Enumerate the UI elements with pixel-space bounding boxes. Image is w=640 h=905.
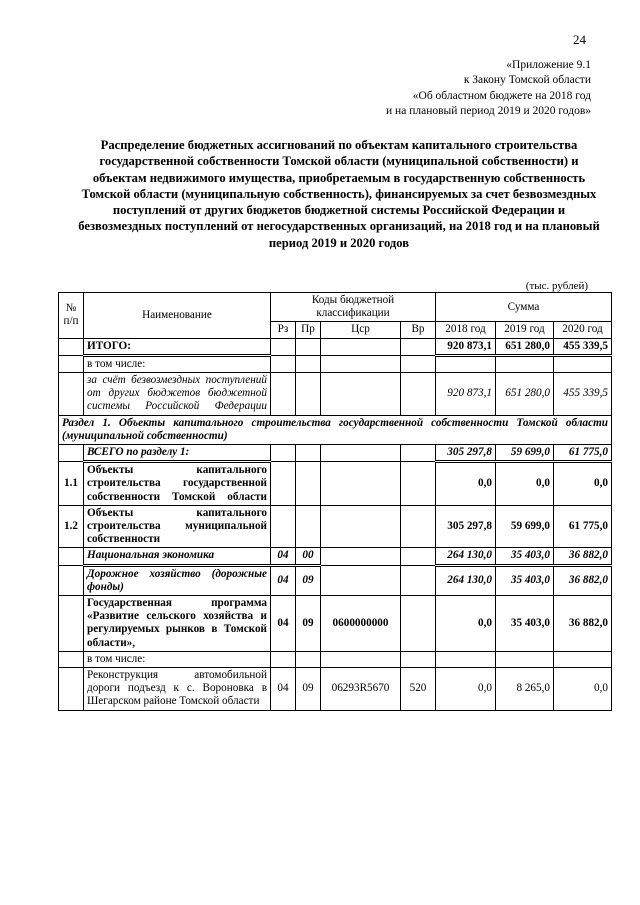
section-total-2019: 59 699,0 (496, 445, 554, 462)
econ-pr: 00 (296, 548, 321, 565)
row-1-2-2018: 305 297,8 (436, 505, 496, 548)
road-object-name: Реконструкция автомобильной дороги подъезд к с. Вороновка в Шегарском районе Томской области (84, 668, 271, 711)
program-2020: 36 882,0 (554, 596, 612, 652)
appendix-line-2: к Закону Томской области (463, 74, 591, 87)
row-section-total (59, 445, 612, 462)
section-1-title: Раздел 1. Объекты капитального строительства государственной собственности Томской области (муниципальной собственности) (59, 415, 612, 444)
econ-2019: 35 403,0 (496, 548, 554, 565)
appendix-note (386, 58, 591, 119)
row-total (59, 338, 612, 355)
header-sum: Сумма (436, 293, 612, 322)
row-1-2-name: Объекты капитального строительства муниципальной собственности (84, 505, 271, 548)
econ-2020: 36 882,0 (554, 548, 612, 565)
program-2019: 35 403,0 (496, 596, 554, 652)
header-num: № п/п (59, 293, 84, 339)
roads-name: Дорожное хозяйство (дорожные фонды) (84, 565, 271, 595)
road-object-2020: 0,0 (554, 668, 612, 711)
row-1-2-2019: 59 699,0 (496, 505, 554, 548)
roads-pr: 09 (296, 565, 321, 595)
grants-2018: 920 873,1 (436, 373, 496, 416)
program-csr: 0600000000 (321, 596, 401, 652)
total-name: ИТОГО: (84, 338, 271, 355)
section-total-2020: 61 775,0 (554, 445, 612, 462)
document-title: Распределение бюджетных ассигнований по объектам капитального строительства государственной собственности Томской области (муниципальной собственности) и объектам недвижимого имущества, приобретаемым в государственную собственность Томской области (муниципальную собственность), финансируемых за счет безвозмездных поступлений от других бюджетов бюджетной системы Российской Федерации и безвозмездных поступлений от негосударственных организаций, на 2018 год и на плановый период 2019 и 2020 годов (78, 138, 600, 250)
row-including-2 (59, 651, 612, 667)
page-number: 24 (573, 32, 586, 47)
header-row-1 (59, 293, 612, 322)
budget-table (58, 292, 612, 711)
appendix-line-3: «Об областном бюджете на 2018 год (412, 89, 591, 102)
row-1-2 (59, 505, 612, 548)
header-name: Наименование (84, 293, 271, 339)
econ-rz: 04 (271, 548, 296, 565)
row-road-fund (59, 565, 612, 595)
appendix-line-1: «Приложение 9.1 (506, 59, 591, 71)
road-object-vr: 520 (401, 668, 436, 711)
road-object-rz: 04 (271, 668, 296, 711)
econ-name: Национальная экономика (84, 548, 271, 565)
row-program (59, 596, 612, 652)
header-codes: Коды бюджетной классификации (271, 293, 436, 322)
including-label-1: в том числе: (84, 355, 271, 372)
section-total-2018: 305 297,8 (436, 445, 496, 462)
row-1-2-2020: 61 775,0 (554, 505, 612, 548)
row-1-2-num: 1.2 (59, 505, 84, 548)
including-label-2: в том числе: (84, 651, 271, 667)
roads-rz: 04 (271, 565, 296, 595)
roads-2018: 264 130,0 (436, 565, 496, 595)
road-object-csr: 06293R5670 (321, 668, 401, 711)
roads-2019: 35 403,0 (496, 565, 554, 595)
header-pr: Пр (296, 322, 321, 338)
row-1-1 (59, 462, 612, 506)
road-object-pr: 09 (296, 668, 321, 711)
row-national-economy (59, 548, 612, 565)
row-1-1-2018: 0,0 (436, 462, 496, 506)
total-2019: 651 280,0 (496, 338, 554, 355)
units-label: (тыс. рублей) (525, 280, 588, 292)
program-name: Государственная программа «Развитие сельского хозяйства и регулируемых рынков в Томской области», (84, 596, 271, 652)
row-road-object (59, 668, 612, 711)
econ-2018: 264 130,0 (436, 548, 496, 565)
grants-2019: 651 280,0 (496, 373, 554, 416)
row-including-1 (59, 355, 612, 372)
header-2018: 2018 год (436, 322, 496, 338)
row-1-1-name: Объекты капитального строительства государственной собственности Томской области (84, 462, 271, 506)
total-2020: 455 339,5 (554, 338, 612, 355)
roads-2020: 36 882,0 (554, 565, 612, 595)
section-total-name: ВСЕГО по разделу 1: (84, 445, 271, 462)
program-2018: 0,0 (436, 596, 496, 652)
row-1-1-2019: 0,0 (496, 462, 554, 506)
road-object-2019: 8 265,0 (496, 668, 554, 711)
header-rz: Рз (271, 322, 296, 338)
program-pr: 09 (296, 596, 321, 652)
row-1-1-2020: 0,0 (554, 462, 612, 506)
row-1-1-num: 1.1 (59, 462, 84, 506)
appendix-line-4: и на плановый период 2019 и 2020 годов» (386, 104, 591, 117)
header-csr: Цср (321, 322, 401, 338)
row-grants (59, 373, 612, 416)
header-vr: Вр (401, 322, 436, 338)
grants-name: за счёт безвозмездных поступлений от других бюджетов бюджетной системы Российской Федерации (84, 373, 271, 416)
header-2020: 2020 год (554, 322, 612, 338)
total-2018: 920 873,1 (436, 338, 496, 355)
header-2019: 2019 год (496, 322, 554, 338)
road-object-2018: 0,0 (436, 668, 496, 711)
grants-2020: 455 339,5 (554, 373, 612, 416)
program-rz: 04 (271, 596, 296, 652)
row-section-1 (59, 415, 612, 444)
